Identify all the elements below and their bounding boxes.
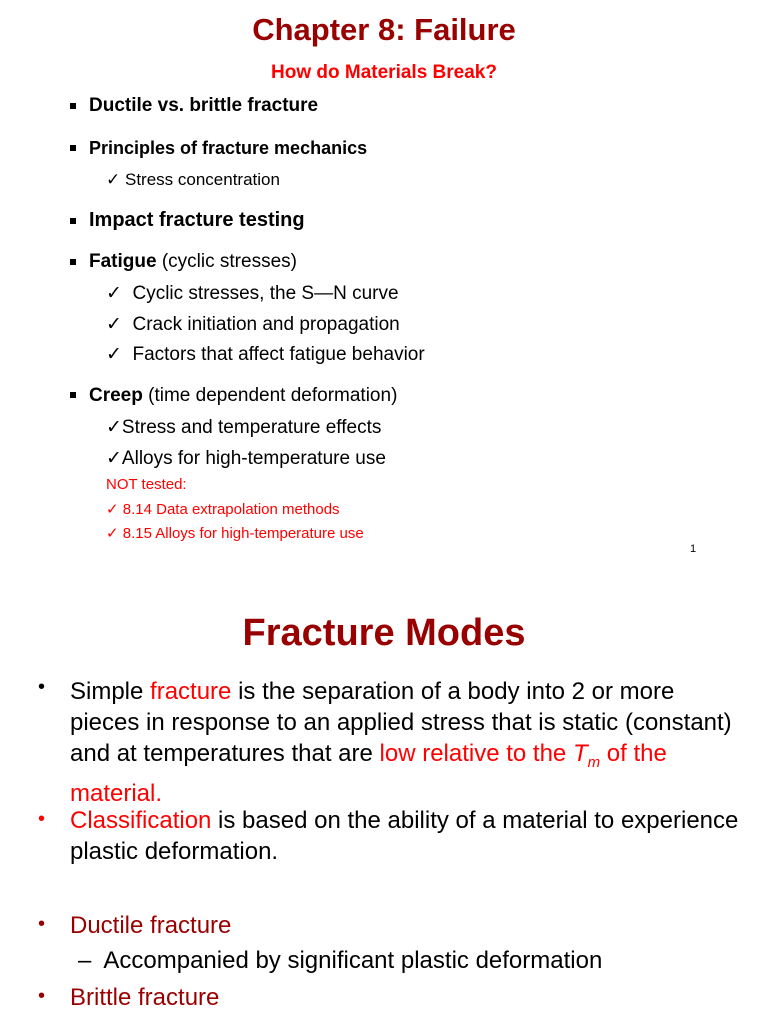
bullet-creep-rest: (time dependent deformation): [142, 385, 398, 406]
bullet-creep: [89, 385, 397, 407]
sub-stress-concentration-label: Stress concentration: [124, 170, 280, 189]
tm-subscript: m: [587, 753, 601, 771]
bullet-brittle-fracture: Brittle fracture: [70, 984, 220, 1011]
square-bullet-icon: [70, 103, 76, 109]
square-bullet-icon: [70, 259, 76, 265]
sub-cyclic-stresses: [106, 282, 399, 305]
check-icon: ✓: [106, 501, 119, 518]
square-bullet-icon: [70, 145, 76, 151]
para-simple-fracture: [70, 676, 750, 809]
bullet-fatigue-rest: (cyclic stresses): [156, 251, 297, 272]
bullet-dot-icon: •: [38, 676, 46, 698]
bullet-dot-icon: •: [38, 985, 46, 1007]
sub-alloys-high-temp: [106, 447, 386, 470]
sub-ductile-fracture-label: Accompanied by significant plastic deformation: [103, 947, 603, 974]
para-classification-text: is based on the ability of a material to experience plastic deformation.: [70, 807, 739, 865]
sub-stress-temperature: [106, 416, 381, 439]
check-icon: ✓: [106, 344, 122, 365]
bullet-ductile-fracture: Ductile fracture: [70, 912, 232, 939]
slide-2-title: Fracture Modes: [242, 612, 526, 654]
sub-stress-concentration: [106, 170, 280, 190]
check-icon: ✓: [106, 283, 122, 304]
not-tested-item-1-label: 8.14 Data extrapolation methods: [122, 501, 340, 518]
square-bullet-icon: [70, 392, 76, 398]
tm-symbol: T: [572, 740, 588, 767]
not-tested-item-1: [106, 500, 340, 518]
bullet-fracture-mechanics: Principles of fracture mechanics: [89, 138, 368, 158]
check-icon: ✓: [106, 170, 121, 189]
sub-fatigue-factors: [106, 343, 425, 366]
not-tested-item-2-label: 8.15 Alloys for high-temperature use: [122, 525, 364, 542]
sub-cyclic-stresses-label: Cyclic stresses, the S—N curve: [132, 283, 399, 304]
slide-2: [0, 578, 768, 1024]
bullet-dot-icon: •: [38, 808, 46, 830]
not-tested-item-2: [106, 524, 364, 542]
sub-alloys-high-temp-label: Alloys for high-temperature use: [121, 448, 386, 469]
check-icon: ✓: [106, 448, 122, 469]
bullet-fatigue: [89, 251, 297, 273]
sub-crack-initiation-label: Crack initiation and propagation: [132, 314, 400, 335]
sub-ductile-fracture: [78, 947, 602, 975]
slide-1-title: Chapter 8: Failure: [252, 12, 516, 47]
sub-stress-temperature-label: Stress and temperature effects: [121, 417, 382, 438]
slide-1-subtitle: How do Materials Break?: [271, 62, 497, 83]
bullet-impact-testing: Impact fracture testing: [89, 209, 305, 231]
para-simple-fracture-text-c: is the separation of a body into 2 or more pieces in response to an applied stress that is static (constant) and at temperatures that are: [70, 678, 732, 767]
bullet-creep-bold: Creep: [89, 385, 143, 406]
not-tested-label: NOT tested:: [106, 476, 187, 493]
bullet-fatigue-bold: Fatigue: [89, 251, 157, 272]
para-simple-fracture-text-e: of the material.: [70, 740, 667, 807]
para-simple-fracture-text-d: low relative to the: [379, 740, 573, 767]
dash-icon: –: [78, 947, 92, 974]
para-simple-fracture-text-a: Simple: [70, 678, 151, 705]
page-number: 1: [690, 543, 697, 555]
para-classification-term: Classification: [70, 807, 212, 834]
sub-fatigue-factors-label: Factors that affect fatigue behavior: [132, 344, 425, 365]
check-icon: ✓: [106, 525, 119, 542]
check-icon: ✓: [106, 314, 122, 335]
square-bullet-icon: [70, 218, 76, 224]
para-simple-fracture-term: fracture: [150, 678, 232, 705]
check-icon: ✓: [106, 417, 122, 438]
para-classification: [70, 805, 750, 867]
sub-crack-initiation: [106, 313, 400, 336]
bullet-dot-icon: •: [38, 913, 46, 935]
bullet-ductile-brittle: Ductile vs. brittle fracture: [89, 95, 319, 116]
